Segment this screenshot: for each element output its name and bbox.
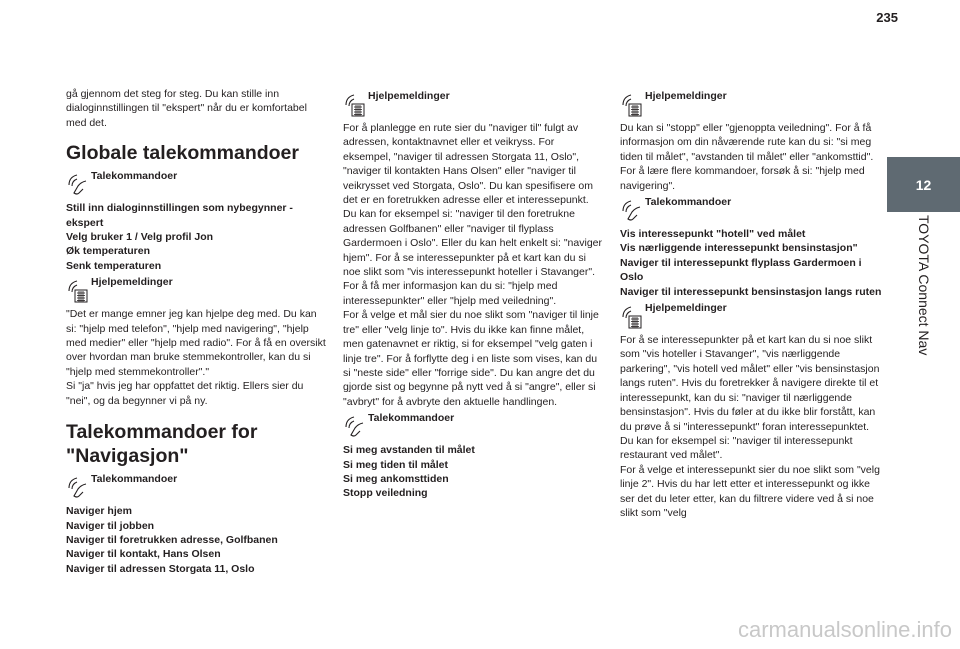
help-messages-label: Hjelpemeldinger — [645, 302, 727, 315]
global-commands-list: Still inn dialoginnstillingen som nybegynner - ekspert Velg bruker 1 / Velg profil Jon Øk temperaturen Senk temperaturen — [66, 202, 293, 272]
voice-commands-note — [66, 169, 328, 197]
voice-commands-label: Talekommandoer — [645, 196, 732, 209]
chapter-number: 12 — [915, 176, 932, 193]
navigation-commands-list: Naviger hjem Naviger til jobben Naviger til foretrukken adresse, Golfbanen Naviger til kontakt, Hans Olsen Naviger til adressen Storgata 11, Oslo — [66, 505, 278, 575]
help-messages-note — [66, 275, 328, 303]
help-messages-label: Hjelpemeldinger — [368, 90, 450, 102]
help-message-icon — [620, 305, 642, 329]
voice-commands-label: Talekommandoer — [368, 412, 455, 425]
help-messages-note — [620, 89, 882, 117]
help-message-icon — [343, 93, 365, 117]
section-heading-navigation-commands: Talekommandoer for "Navigasjon" — [66, 421, 258, 468]
watermark: carmanualsonline.info — [737, 617, 952, 642]
poi-help-paragraph: For å se interessepunkter på et kart kan du si noe slikt som "vis hoteller i Stavanger", "vis nærliggende parkering", "vis hotell ved målet" eller "vis bensinstasjon langs ruten". Hvis du foretrekker å navigere direkte til et interessepunkt, kan du si: "naviger til nærliggende bensinstasjon". Hvis du føler at du ikke blir forstått, kan du prøve å si "interessepunkt" foran interessepunktet. Du kan for eksempel si: "naviger til interessepunkt restaurant ved målet". For å velge et interessepunkt sier du noe slikt som "velg linje 2". Hvis du har lett etter et interessepunkt og ikke ser det du leter etter, kan du filtrere videre ved å si noe slikt som "velg — [620, 334, 880, 519]
voice-commands-note — [343, 411, 605, 439]
column-1 — [66, 87, 328, 576]
help-messages-label: Hjelpemeldinger — [91, 276, 173, 289]
voice-command-icon — [343, 415, 365, 439]
navigation-help-paragraph: For å planlegge en rute sier du "naviger til" fulgt av adressen, kontaktnavnet eller et veikryss. For eksempel, "naviger til adressen Storgata 11, Oslo", "naviger til kontakten Hans Olsen" eller "naviger til veikrysset ved Storgata, Oslo". Du kan spesifisere om det er en foretrukken adresse eller et interessepunkt. Du kan for eksempel si: "naviger til den foretrukne adressen Golfbanen" eller "naviger til flyplass Gardermoen i Oslo". Eller du kan helt enkelt si: "naviger hjem". For å se interessepunkter på et kart kan du si noe slikt som "vis interessepunkt hoteller i Stavanger". For å få mer informasjon kan du si: "hjelp med interessepunkter" eller "hjelp med veiledning". For å velge et mål sier du noe slikt som "naviger til linje tre" eller "velg linje to". Hvis du ikke kan finne målet, men gatenavnet er riktig, si for eksempel "velg gaten i linje tre". For å forflytte deg i en liste som vises, kan du si "neste side" eller "forrige side". Du kan angre det du gjorde sist og begynne på nytt ved å si "angre", eller si "avbryt" for å avbryte den aktuelle handlingen. — [343, 122, 602, 408]
help-messages-note — [343, 89, 605, 117]
voice-commands-label: Talekommandoer — [91, 473, 178, 486]
voice-command-icon — [66, 476, 88, 500]
column-2 — [343, 87, 605, 501]
chapter-title-text: TOYOTA Connect Nav — [915, 215, 932, 356]
chapter-tab[interactable] — [887, 157, 960, 212]
section-heading-global-commands: Globale talekommandoer — [66, 142, 299, 165]
help-message-icon — [66, 279, 88, 303]
help-paragraph: "Det er mange emner jeg kan hjelpe deg med. Du kan si: "hjelp med telefon", "hjelp med navigering", "hjelp med medier" eller "hjelp med radio". For å få en oversikt over hvordan man bruke stemmekontroller, kan du si "hjelp med stemmekontroller"." Si "ja" hvis jeg har oppfattet det riktig. Ellers sier du "nei", og da begynner vi på ny. — [66, 308, 326, 407]
page-number: 235 — [876, 10, 898, 25]
voice-command-icon — [620, 199, 642, 223]
guidance-commands-list: Si meg avstanden til målet Si meg tiden til målet Si meg ankomsttiden Stopp veiledning — [343, 444, 475, 500]
help-messages-note-2 — [620, 301, 882, 329]
route-help-paragraph: Du kan si "stopp" eller "gjenoppta veiledning". For å få informasjon om din nåværende rute kan du si: "si meg tiden til målet", "avstanden til målet" eller "ankomsttid". For å lære flere kommandoer, forsøk å si: "hjelp med navigering". — [620, 122, 874, 192]
voice-commands-label: Talekommandoer — [91, 170, 178, 183]
poi-commands-list: Vis interessepunkt "hotell" ved målet Vis nærliggende interessepunkt bensinstasjon" Naviger til interessepunkt flyplass Gardermoen i Oslo Naviger til interessepunkt bensinstasjon langs ruten — [620, 228, 882, 298]
intro-paragraph: gå gjennom det steg for steg. Du kan stille inn dialoginnstillingen til "ekspert" når du er komfortabel med det. — [66, 88, 307, 129]
voice-commands-note — [620, 195, 882, 223]
help-messages-label: Hjelpemeldinger — [645, 90, 727, 102]
chapter-title — [887, 215, 960, 375]
voice-commands-note-2 — [66, 472, 328, 500]
column-3 — [620, 87, 882, 520]
help-message-icon — [620, 93, 642, 117]
voice-command-icon — [66, 173, 88, 197]
